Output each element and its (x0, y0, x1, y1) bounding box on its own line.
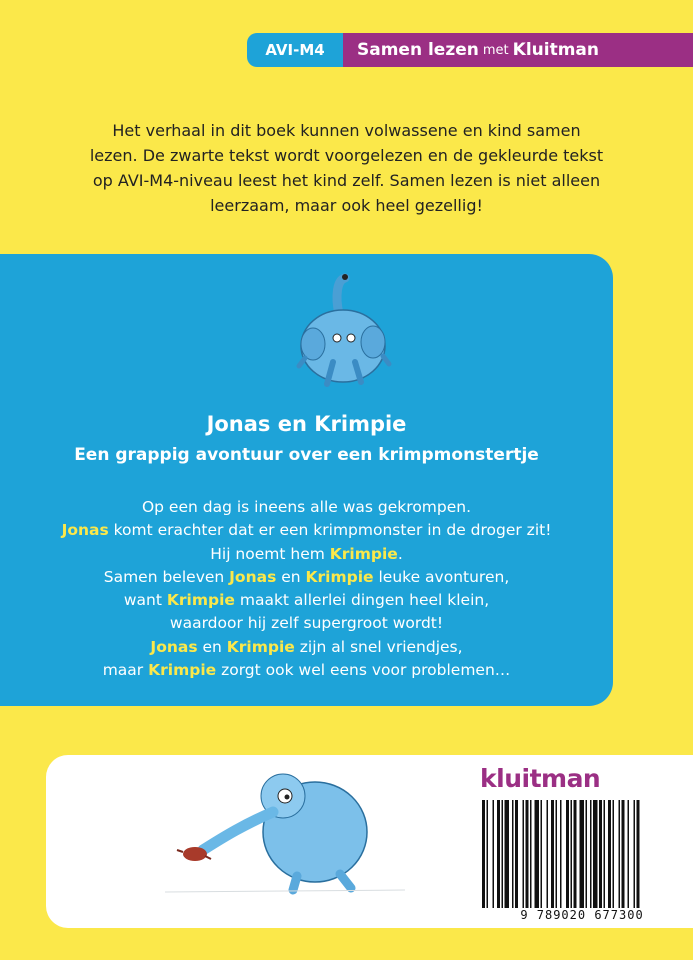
series-banner (247, 33, 693, 67)
barcode-bar (571, 800, 573, 908)
publisher-logo: kluitman (480, 764, 601, 793)
story-text: Samen beleven (103, 567, 230, 586)
barcode-bar (502, 800, 504, 908)
barcode-bar (547, 800, 549, 908)
barcode-bar (560, 800, 562, 908)
isbn-number: 9 789020 677300 (520, 908, 644, 922)
barcode-bar (535, 800, 540, 908)
barcode-bar (523, 800, 525, 908)
krimpie-walking-illustration (165, 764, 425, 899)
barcode-bar (487, 800, 489, 908)
series-label (343, 33, 693, 67)
krimpie-jumping-illustration (285, 266, 405, 406)
barcode-bar (482, 800, 485, 908)
book-subtitle: Een grappig avontuur over een krimpmonstertje (74, 445, 539, 465)
intro-line: Het verhaal in dit boek kunnen volwassene en kind samen (112, 121, 581, 140)
barcode-bar (586, 800, 588, 908)
story-text: leuke avonturen, (373, 567, 510, 586)
story-text: en (197, 637, 227, 656)
story-text: zijn al snel vriendjes, (294, 637, 463, 656)
barcode-bar (493, 800, 495, 908)
story-line (0, 519, 613, 542)
story-text: maakt allerlei dingen heel klein, (234, 591, 490, 610)
barcode-bar (566, 800, 569, 908)
story-text: maar (102, 661, 149, 680)
story-line (0, 496, 613, 519)
character-name: Jonas (229, 567, 277, 586)
book-title: Jonas en Krimpie (206, 412, 407, 436)
series-brand: Kluitman (512, 40, 599, 60)
character-name: Krimpie (226, 637, 295, 656)
story-line (0, 612, 613, 635)
barcode-bar (593, 800, 598, 908)
story-line (0, 659, 613, 682)
story-line (0, 566, 613, 589)
avi-level-badge: AVI-M4 (247, 33, 343, 67)
story-line (0, 589, 613, 612)
barcode-bar (580, 800, 585, 908)
barcode-bar (512, 800, 514, 908)
series-met: met (482, 42, 509, 58)
barcode-bar (541, 800, 543, 908)
story-line (0, 543, 613, 566)
character-name: Krimpie (148, 661, 217, 680)
barcode-bar (637, 800, 640, 908)
barcode-bar (574, 800, 577, 908)
character-name: Krimpie (305, 567, 374, 586)
story-text: . (397, 544, 403, 563)
intro-line: op AVI-M4-niveau leest het kind zelf. Samen lezen is niet alleen (92, 171, 601, 190)
barcode-bar (515, 800, 518, 908)
barcode-bar (634, 800, 636, 908)
barcode-bar (622, 800, 625, 908)
barcode-bar (497, 800, 500, 908)
story-text: want (123, 591, 167, 610)
character-name: Krimpie (329, 544, 398, 563)
intro-text (60, 118, 633, 218)
intro-line: leerzaam, maar ook heel gezellig! (210, 196, 483, 215)
barcode-bar (551, 800, 554, 908)
story-text: Hij noemt hem (210, 544, 330, 563)
story-text: komt erachter dat er een krimpmonster in de droger zit! (108, 521, 552, 540)
story-text: zorgt ook wel eens voor problemen… (216, 661, 511, 680)
barcode-bar (505, 800, 510, 908)
story-text: en (276, 567, 306, 586)
character-name: Krimpie (166, 591, 235, 610)
barcode-bar (590, 800, 592, 908)
intro-line: lezen. De zwarte tekst wordt voorgelezen en de gekleurde tekst (89, 146, 604, 165)
series-samen: Samen lezen (357, 40, 479, 60)
barcode-bar (608, 800, 611, 908)
barcode-bar (526, 800, 529, 908)
character-name: Jonas (61, 521, 109, 540)
barcode-bar (530, 800, 532, 908)
story-line (0, 636, 613, 659)
barcode-bar (619, 800, 621, 908)
story-text: waardoor hij zelf supergroot wordt! (169, 614, 444, 633)
character-name: Jonas (150, 637, 198, 656)
story-text: Op een dag is ineens alle was gekrompen. (141, 498, 472, 516)
barcode (479, 800, 685, 908)
barcode-bar (599, 800, 602, 908)
barcode-bar (556, 800, 558, 908)
barcode-bar (613, 800, 615, 908)
story-blurb (0, 496, 613, 682)
barcode-bar (604, 800, 606, 908)
barcode-bar (628, 800, 630, 908)
